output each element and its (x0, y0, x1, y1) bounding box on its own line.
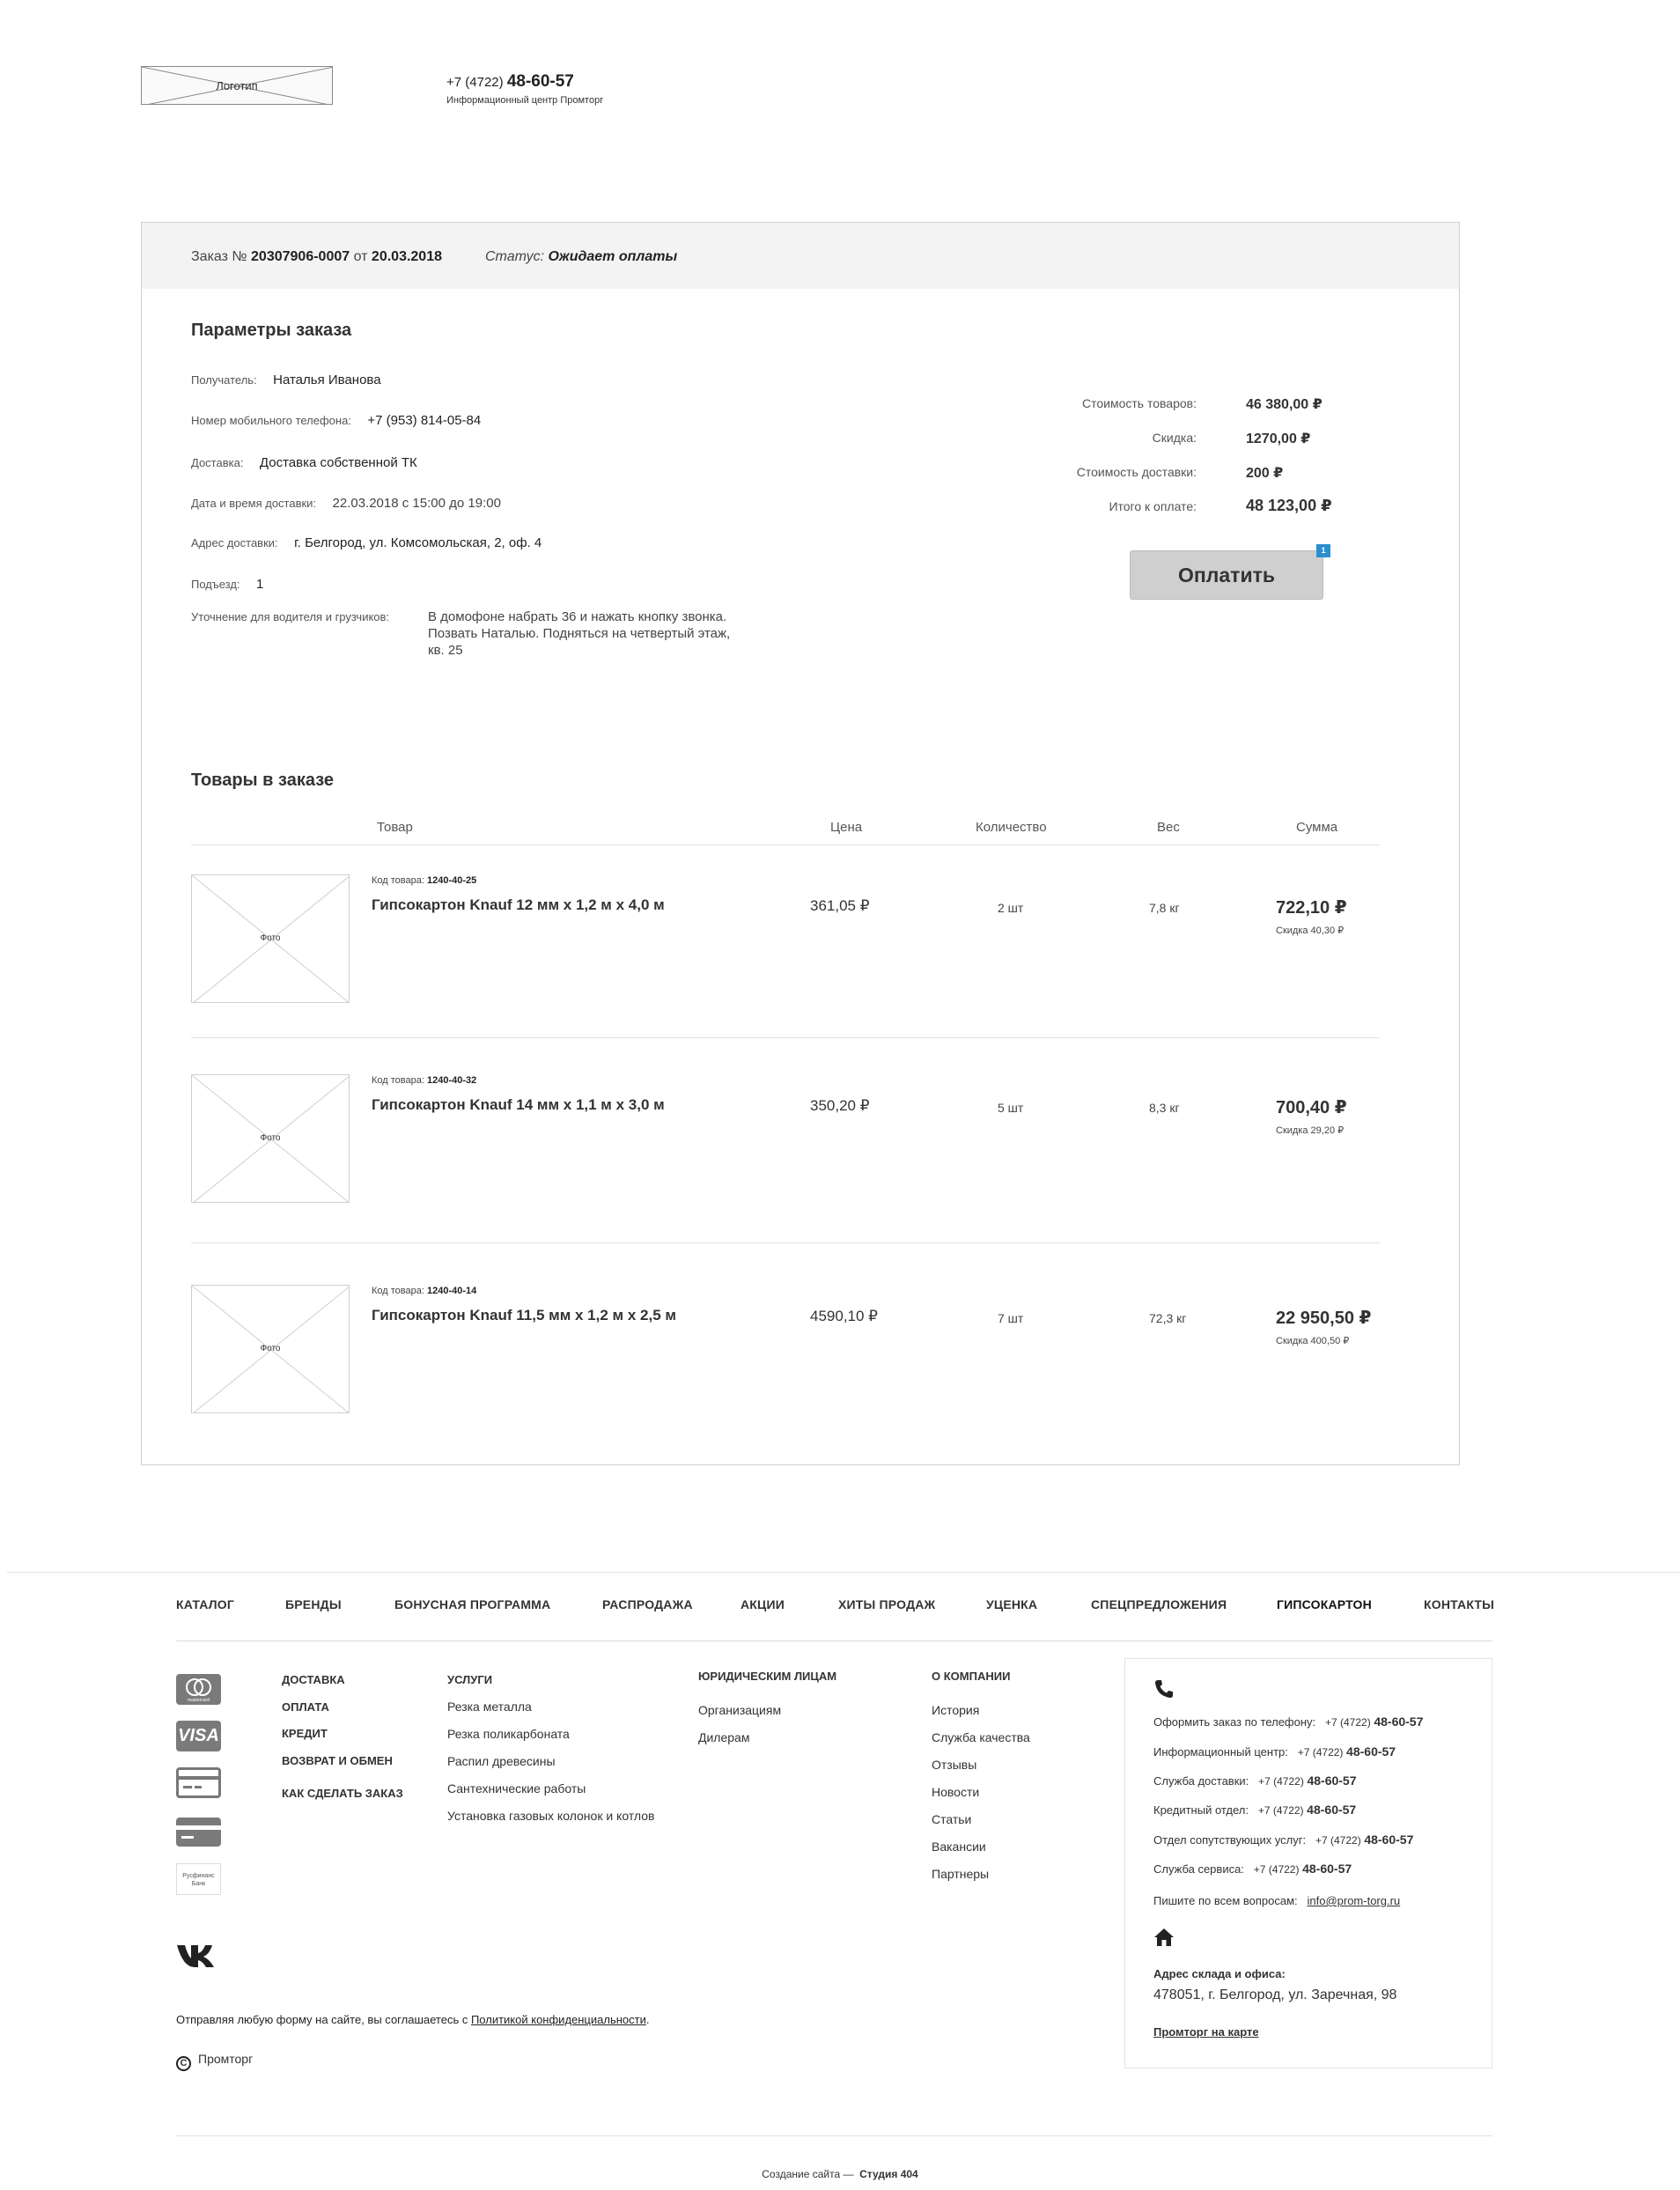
visa-icon: VISA (176, 1721, 221, 1751)
contact-phone-number[interactable]: 48-60-57 (1364, 1832, 1414, 1847)
pay-badge: 1 (1316, 544, 1330, 557)
summary-discount-value: 1270,00 ₽ (1246, 431, 1311, 446)
contact-label: Кредитный отдел: (1153, 1803, 1249, 1817)
phone-icon-graphic (1153, 1678, 1175, 1700)
field-driver-note-value (428, 608, 730, 659)
contact-phone-prefix: +7 (4722) (1258, 1775, 1304, 1788)
col-header-price: Цена (830, 820, 863, 835)
contacts-box (1124, 1658, 1492, 2068)
field-driver-note-label: Уточнение для водителя и грузчиков: (191, 610, 390, 623)
product-discount: Скидка 40,30 ₽ (1276, 925, 1345, 936)
privacy-notice (176, 2013, 649, 2026)
order-date: 20.03.2018 (371, 249, 442, 264)
nav-item-bestsellers[interactable]: ХИТЫ ПРОДАЖ (838, 1597, 936, 1611)
summary-discount-label: Скидка: (1152, 431, 1197, 445)
field-label: Номер мобильного телефона: (191, 414, 351, 427)
contact-row (1153, 1803, 1356, 1817)
footer-link-legal[interactable]: Организациям (698, 1703, 782, 1717)
footer-link-service[interactable]: Резка металла (447, 1700, 532, 1714)
nav-item-bonus[interactable]: БОНУСНАЯ ПРОГРАММА (394, 1597, 551, 1611)
row-divider (191, 1037, 1380, 1038)
made-by (0, 2168, 1680, 2180)
field-value: Наталья Иванова (273, 372, 381, 387)
header-phone-caption: Информационный центр Промторг (446, 95, 604, 106)
driver-note-line: кв. 25 (428, 643, 463, 658)
made-by-label: Создание сайта — (762, 2168, 854, 2180)
row-divider (191, 1242, 1380, 1243)
summary-total-label: Итого к оплате: (1109, 499, 1197, 513)
col-header-weight: Вес (1157, 820, 1180, 835)
contact-label: Информационный центр: (1153, 1745, 1288, 1759)
vk-icon-graphic (176, 1943, 215, 1969)
header-phone-number: 48-60-57 (506, 72, 574, 91)
address-text: 478051, г. Белгород, ул. Заречная, 98 (1153, 1987, 1397, 2002)
field-delivery-address (191, 535, 542, 551)
contact-phone-prefix: +7 (4722) (1315, 1834, 1361, 1847)
photo-label: Фото (260, 1133, 281, 1143)
product-code (372, 1286, 476, 1296)
privacy-policy-link[interactable]: Политикой конфиденциальности (470, 2013, 646, 2026)
order-number (191, 249, 442, 265)
contact-phone-number[interactable]: 48-60-57 (1374, 1714, 1424, 1729)
contact-label: Служба доставки: (1153, 1774, 1249, 1788)
contact-email-row (1153, 1894, 1400, 1907)
contact-email-label: Пишите по всем вопросам: (1153, 1894, 1298, 1907)
contact-phone-number[interactable]: 48-60-57 (1307, 1773, 1357, 1788)
contact-label: Оформить заказ по телефону: (1153, 1715, 1316, 1729)
product-code (372, 875, 476, 886)
footer-link-how-to-order[interactable]: КАК СДЕЛАТЬ ЗАКАЗ (282, 1787, 403, 1800)
product-name[interactable]: Гипсокартон Knauf 14 мм х 1,1 м х 3,0 м (372, 1096, 665, 1113)
product-qty: 7 шт (998, 1311, 1024, 1325)
product-name[interactable]: Гипсокартон Knauf 12 мм х 1,2 м х 4,0 м (372, 896, 665, 913)
order-number-label: Заказ № (191, 249, 247, 264)
product-weight: 72,3 кг (1149, 1311, 1187, 1325)
order-header (142, 223, 1459, 289)
product-total: 22 950,50 ₽ (1276, 1309, 1372, 1328)
nav-item-contacts[interactable]: КОНТАКТЫ (1424, 1597, 1495, 1611)
footer-link-company[interactable]: История (932, 1703, 980, 1717)
footer-top-divider (7, 1572, 1680, 1573)
field-recipient (191, 372, 381, 388)
contact-label: Служба сервиса: (1153, 1862, 1244, 1876)
col-header-product: Товар (377, 820, 413, 835)
summary-goods-value: 46 380,00 ₽ (1246, 397, 1323, 412)
summary-total-value: 48 123,00 ₽ (1246, 497, 1332, 514)
order-status-value: Ожидает оплаты (548, 249, 678, 264)
footer-link-credit[interactable]: КРЕДИТ (282, 1727, 328, 1740)
contact-phone-number[interactable]: 48-60-57 (1346, 1744, 1396, 1759)
product-weight: 7,8 кг (1149, 901, 1180, 915)
footer-col-company-title[interactable]: О КОМПАНИИ (932, 1670, 1011, 1683)
footer-link-company[interactable]: Партнеры (932, 1867, 990, 1881)
footer-bottom-divider (176, 2135, 1492, 2136)
product-discount: Скидка 29,20 ₽ (1276, 1125, 1345, 1136)
card-icon (176, 1767, 221, 1798)
contact-label: Отдел сопутствующих услуг: (1153, 1833, 1307, 1847)
col-header-qty: Количество (976, 820, 1047, 835)
driver-note-line: Позвать Наталью. Подняться на четвертый этаж, (428, 626, 731, 641)
contact-row (1153, 1744, 1396, 1759)
product-code-label: Код товара: (372, 1286, 424, 1296)
photo-label: Фото (260, 1344, 281, 1353)
field-entrance (191, 577, 263, 593)
nav-item-brands[interactable]: БРЕНДЫ (285, 1597, 342, 1611)
map-link[interactable]: Промторг на карте (1153, 2025, 1259, 2039)
vk-icon[interactable] (176, 1943, 215, 1969)
made-by-link[interactable]: Студия 404 (859, 2168, 918, 2180)
card-icon-graphic (179, 1770, 218, 1796)
logo[interactable] (141, 66, 333, 105)
product-code-value: 1240-40-32 (426, 1075, 477, 1086)
mastercard-text: mastercard (187, 1698, 210, 1703)
footer-col-services-title[interactable]: УСЛУГИ (447, 1673, 493, 1686)
footer-link-return[interactable]: ВОЗВРАТ И ОБМЕН (282, 1754, 393, 1767)
product-price: 350,20 ₽ (810, 1097, 870, 1114)
col-header-sum: Сумма (1296, 820, 1338, 835)
field-value: Доставка собственной ТК (259, 455, 417, 470)
pay-button[interactable]: Оплатить (1130, 550, 1323, 600)
nav-item-special-offers[interactable]: СПЕЦПРЕДЛОЖЕНИЯ (1091, 1597, 1227, 1611)
params-title: Параметры заказа (191, 321, 352, 340)
order-card (141, 222, 1460, 1465)
driver-note-line: В домофоне набрать 36 и нажать кнопку звонка. (428, 609, 727, 624)
footer-link-service[interactable]: Установка газовых колонок и котлов (447, 1809, 655, 1823)
footer-link-service[interactable]: Резка поликарбоната (447, 1727, 570, 1741)
product-code-label: Код товара: (372, 875, 424, 886)
product-code-value: 1240-40-14 (426, 1286, 477, 1296)
product-discount: Скидка 400,50 ₽ (1276, 1336, 1350, 1346)
footer-col-legal-title[interactable]: ЮРИДИЧЕСКИМ ЛИЦАМ (698, 1670, 837, 1683)
footer-link-company[interactable]: Отзывы (932, 1758, 977, 1772)
contact-phone-prefix: +7 (4722) (1297, 1746, 1344, 1759)
home-icon (1153, 1928, 1175, 1947)
copyright-icon: C (176, 2056, 191, 2071)
footer-link-company[interactable]: Вакансии (932, 1840, 986, 1854)
product-price: 4590,10 ₽ (810, 1308, 878, 1324)
goods-title: Товары в заказе (191, 771, 335, 790)
contact-phone-prefix: +7 (4722) (1257, 1804, 1304, 1817)
footer-link-company[interactable]: Служба качества (932, 1730, 1030, 1744)
copyright (176, 2052, 253, 2071)
field-label: Получатель: (191, 373, 257, 387)
field-value: г. Белгород, ул. Комсомольская, 2, оф. 4 (294, 535, 542, 550)
order-number-value: 20307906-0007 (251, 249, 350, 264)
footer-link-service[interactable]: Распил древесины (447, 1754, 556, 1768)
address-title: Адрес склада и офиса: (1153, 1967, 1286, 1980)
product-photo[interactable] (191, 1074, 350, 1203)
field-delivery-datetime (191, 496, 501, 512)
order-status-label: Статус: (485, 249, 545, 264)
field-label: Доставка: (191, 456, 244, 469)
footer-link-legal[interactable]: Дилерам (698, 1730, 750, 1744)
privacy-notice-text: Отправляя любую форму на сайте, вы соглашаетесь с (176, 2013, 468, 2026)
nav-item-catalog[interactable]: КАТАЛОГ (176, 1597, 234, 1611)
product-total: 722,10 ₽ (1276, 898, 1347, 918)
nav-item-drywall[interactable]: ГИПСОКАРТОН (1277, 1597, 1372, 1611)
header-phone-prefix: +7 (4722) (446, 75, 504, 90)
contact-phone-prefix: +7 (4722) (1253, 1863, 1300, 1876)
nav-item-markdown[interactable]: УЦЕНКА (986, 1597, 1038, 1611)
product-photo[interactable] (191, 1285, 350, 1413)
order-status (485, 249, 677, 265)
contact-row (1153, 1714, 1423, 1729)
copyright-text: Промторг (198, 2052, 254, 2066)
header-phone[interactable] (446, 72, 574, 92)
product-price: 361,05 ₽ (810, 897, 870, 914)
product-code-label: Код товара: (372, 1075, 424, 1086)
footer-link-payment[interactable]: ОПЛАТА (282, 1700, 329, 1714)
field-delivery (191, 455, 417, 471)
nav-item-sale[interactable]: РАСПРОДАЖА (602, 1597, 693, 1611)
summary-goods-label: Стоимость товаров: (1082, 396, 1197, 410)
field-value: 1 (255, 577, 264, 592)
contact-phone-prefix: +7 (4722) (1325, 1716, 1371, 1729)
contact-row (1153, 1862, 1352, 1876)
contact-row (1153, 1773, 1357, 1788)
home-icon-graphic (1153, 1928, 1175, 1947)
field-label: Подъезд: (191, 578, 240, 591)
summary-delivery-value: 200 ₽ (1246, 466, 1284, 481)
photo-label: Фото (260, 933, 281, 943)
card-back-graphic (176, 1818, 221, 1847)
product-weight: 8,3 кг (1149, 1101, 1180, 1115)
footer-link-company[interactable]: Новости (932, 1785, 980, 1799)
field-mobile-phone (191, 413, 481, 429)
field-value: +7 (953) 814-05-84 (367, 413, 482, 428)
order-date-prefix: от (353, 249, 368, 264)
card-back-icon (176, 1818, 221, 1847)
field-label: Дата и время доставки: (191, 497, 317, 510)
contact-phone-number[interactable]: 48-60-57 (1302, 1862, 1352, 1876)
footer-link-service[interactable]: Сантехнические работы (447, 1781, 586, 1796)
footer-nav (176, 1597, 1495, 1619)
product-photo[interactable] (191, 874, 350, 1003)
product-code (372, 1075, 476, 1086)
contact-email-link[interactable]: info@prom-torg.ru (1307, 1894, 1401, 1907)
mastercard-icon (176, 1674, 221, 1705)
product-code-value: 1240-40-25 (426, 875, 477, 886)
contact-phone-number[interactable]: 48-60-57 (1307, 1803, 1357, 1817)
table-header-divider (191, 844, 1380, 845)
phone-icon (1153, 1678, 1175, 1700)
nav-item-promotions[interactable]: АКЦИИ (741, 1597, 785, 1611)
logo-label: Логотип (216, 79, 258, 92)
privacy-notice-dot: . (645, 2013, 650, 2026)
product-total: 700,40 ₽ (1276, 1098, 1347, 1117)
summary-delivery-label: Стоимость доставки: (1076, 465, 1197, 479)
product-qty: 2 шт (998, 901, 1024, 915)
product-name[interactable]: Гипсокартон Knauf 11,5 мм х 1,2 м х 2,5 м (372, 1307, 676, 1324)
contact-row (1153, 1832, 1413, 1847)
product-qty: 5 шт (998, 1101, 1024, 1115)
field-value: 22.03.2018 с 15:00 до 19:00 (332, 496, 501, 511)
footer-link-company[interactable]: Статьи (932, 1812, 972, 1826)
footer-link-delivery[interactable]: ДОСТАВКА (282, 1673, 345, 1686)
field-label: Адрес доставки: (191, 536, 278, 549)
rusfinance-icon: Русфинанс Банк (176, 1863, 221, 1895)
